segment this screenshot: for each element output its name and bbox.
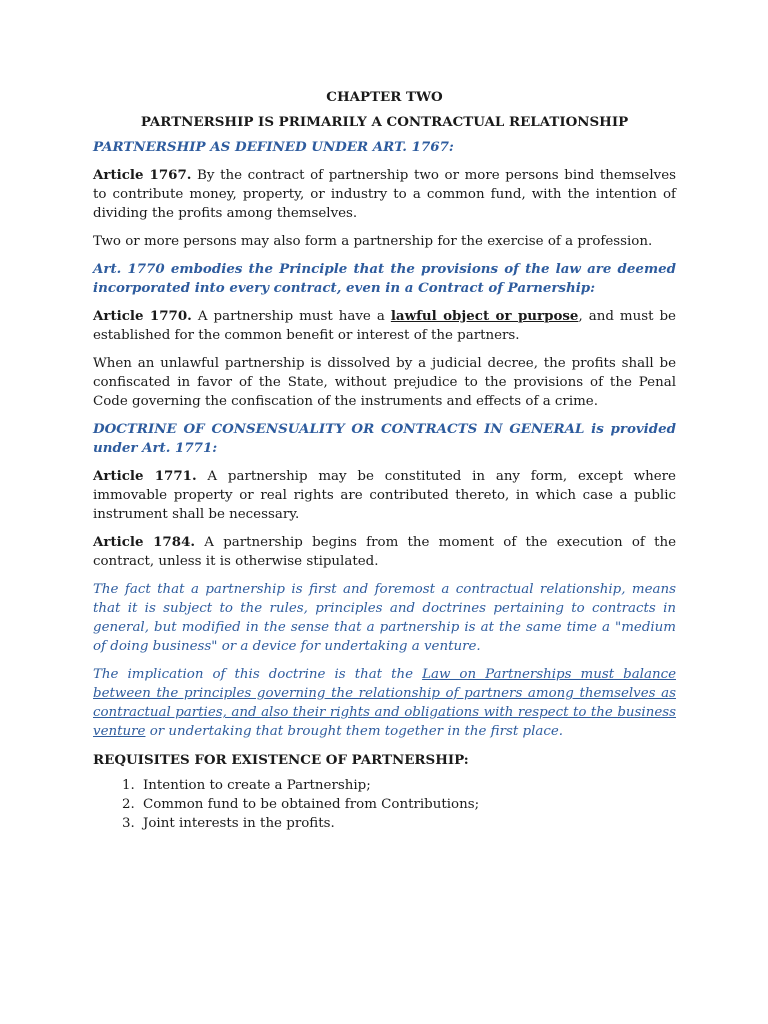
implication-text-after: or undertaking that brought them together in the first place.	[145, 724, 564, 739]
profession-paragraph: Two or more persons may also form a partnership for the exercise of a profession.	[93, 234, 653, 249]
article-1767-label: Article 1767.	[93, 167, 192, 183]
chapter-title: CHAPTER TWO	[326, 89, 443, 105]
list-item: 1. Intention to create a Partnership;	[139, 776, 676, 795]
requisites-list	[93, 776, 676, 833]
article-1770-paragraph	[93, 307, 676, 345]
article-1771-paragraph	[93, 467, 676, 524]
article-1767-paragraph	[93, 166, 676, 223]
article-1784-paragraph	[93, 533, 676, 571]
doctrine-heading: DOCTRINE OF CONSENSUALITY OR CONTRACTS IN GENERAL is provided under Art. 1771:	[93, 421, 676, 456]
requisites-heading: REQUISITES FOR EXISTENCE OF PARTNERSHIP:	[93, 752, 469, 768]
list-item: 2. Common fund to be obtained from Contributions;	[139, 795, 676, 814]
list-item: 3. Joint interests in the profits.	[139, 814, 676, 833]
article-1767-text: By the contract of partnership two or more persons bind themselves to contribute money, property, or industry to a common fund, with the intention of dividing the profits among themselves.	[93, 168, 676, 221]
implication-underlined-text: Law on Partnerships must balance between the principles governing the relationship of partners among themselves as contractual parties, and also their rights and obligations with respect to the business venture	[93, 667, 676, 739]
article-1770-text-before: A partnership must have a	[191, 309, 391, 324]
section-heading-art-1767: PARTNERSHIP AS DEFINED UNDER ART. 1767:	[93, 139, 454, 155]
art-1770-heading: Art. 1770 embodies the Principle that the provisions of the law are deemed incorporated into every contract, even in a Contract of Parnership:	[93, 261, 676, 296]
article-1771-text: A partnership may be constituted in any form, except where immovable property or real rights are contributed thereto, in which case a public instrument shall be necessary.	[93, 469, 676, 522]
article-1771-label: Article 1771.	[93, 468, 197, 484]
implication-paragraph	[93, 665, 676, 741]
article-1770-text-after: , and must be established for the common benefit or interest of the partners.	[93, 309, 676, 343]
implication-text-before: The implication of this doctrine is that the	[93, 667, 423, 682]
article-1784-label: Article 1784.	[93, 534, 196, 550]
lawful-object-emphasis: lawful object or purpose	[390, 308, 579, 324]
article-1784-text: A partnership begins from the moment of the execution of the contract, unless it is otherwise stipulated.	[93, 535, 676, 569]
chapter-subtitle: PARTNERSHIP IS PRIMARILY A CONTRACTUAL RELATIONSHIP	[140, 114, 629, 130]
fact-paragraph: The fact that a partnership is first and foremost a contractual relationship, means that it is subject to the rules, principles and doctrines pertaining to contracts in general, but modified in the sense that a partnership is at the same time a "medium of doing business" or a device for undertaking a venture.	[93, 582, 676, 654]
unlawful-partnership-paragraph: When an unlawful partnership is dissolved by a judicial decree, the profits shall be confiscated in favor of the State, without prejudice to the provisions of the Penal Code governing the confiscation of the instruments and effects of a crime.	[93, 356, 676, 409]
article-1770-label: Article 1770.	[93, 308, 192, 324]
